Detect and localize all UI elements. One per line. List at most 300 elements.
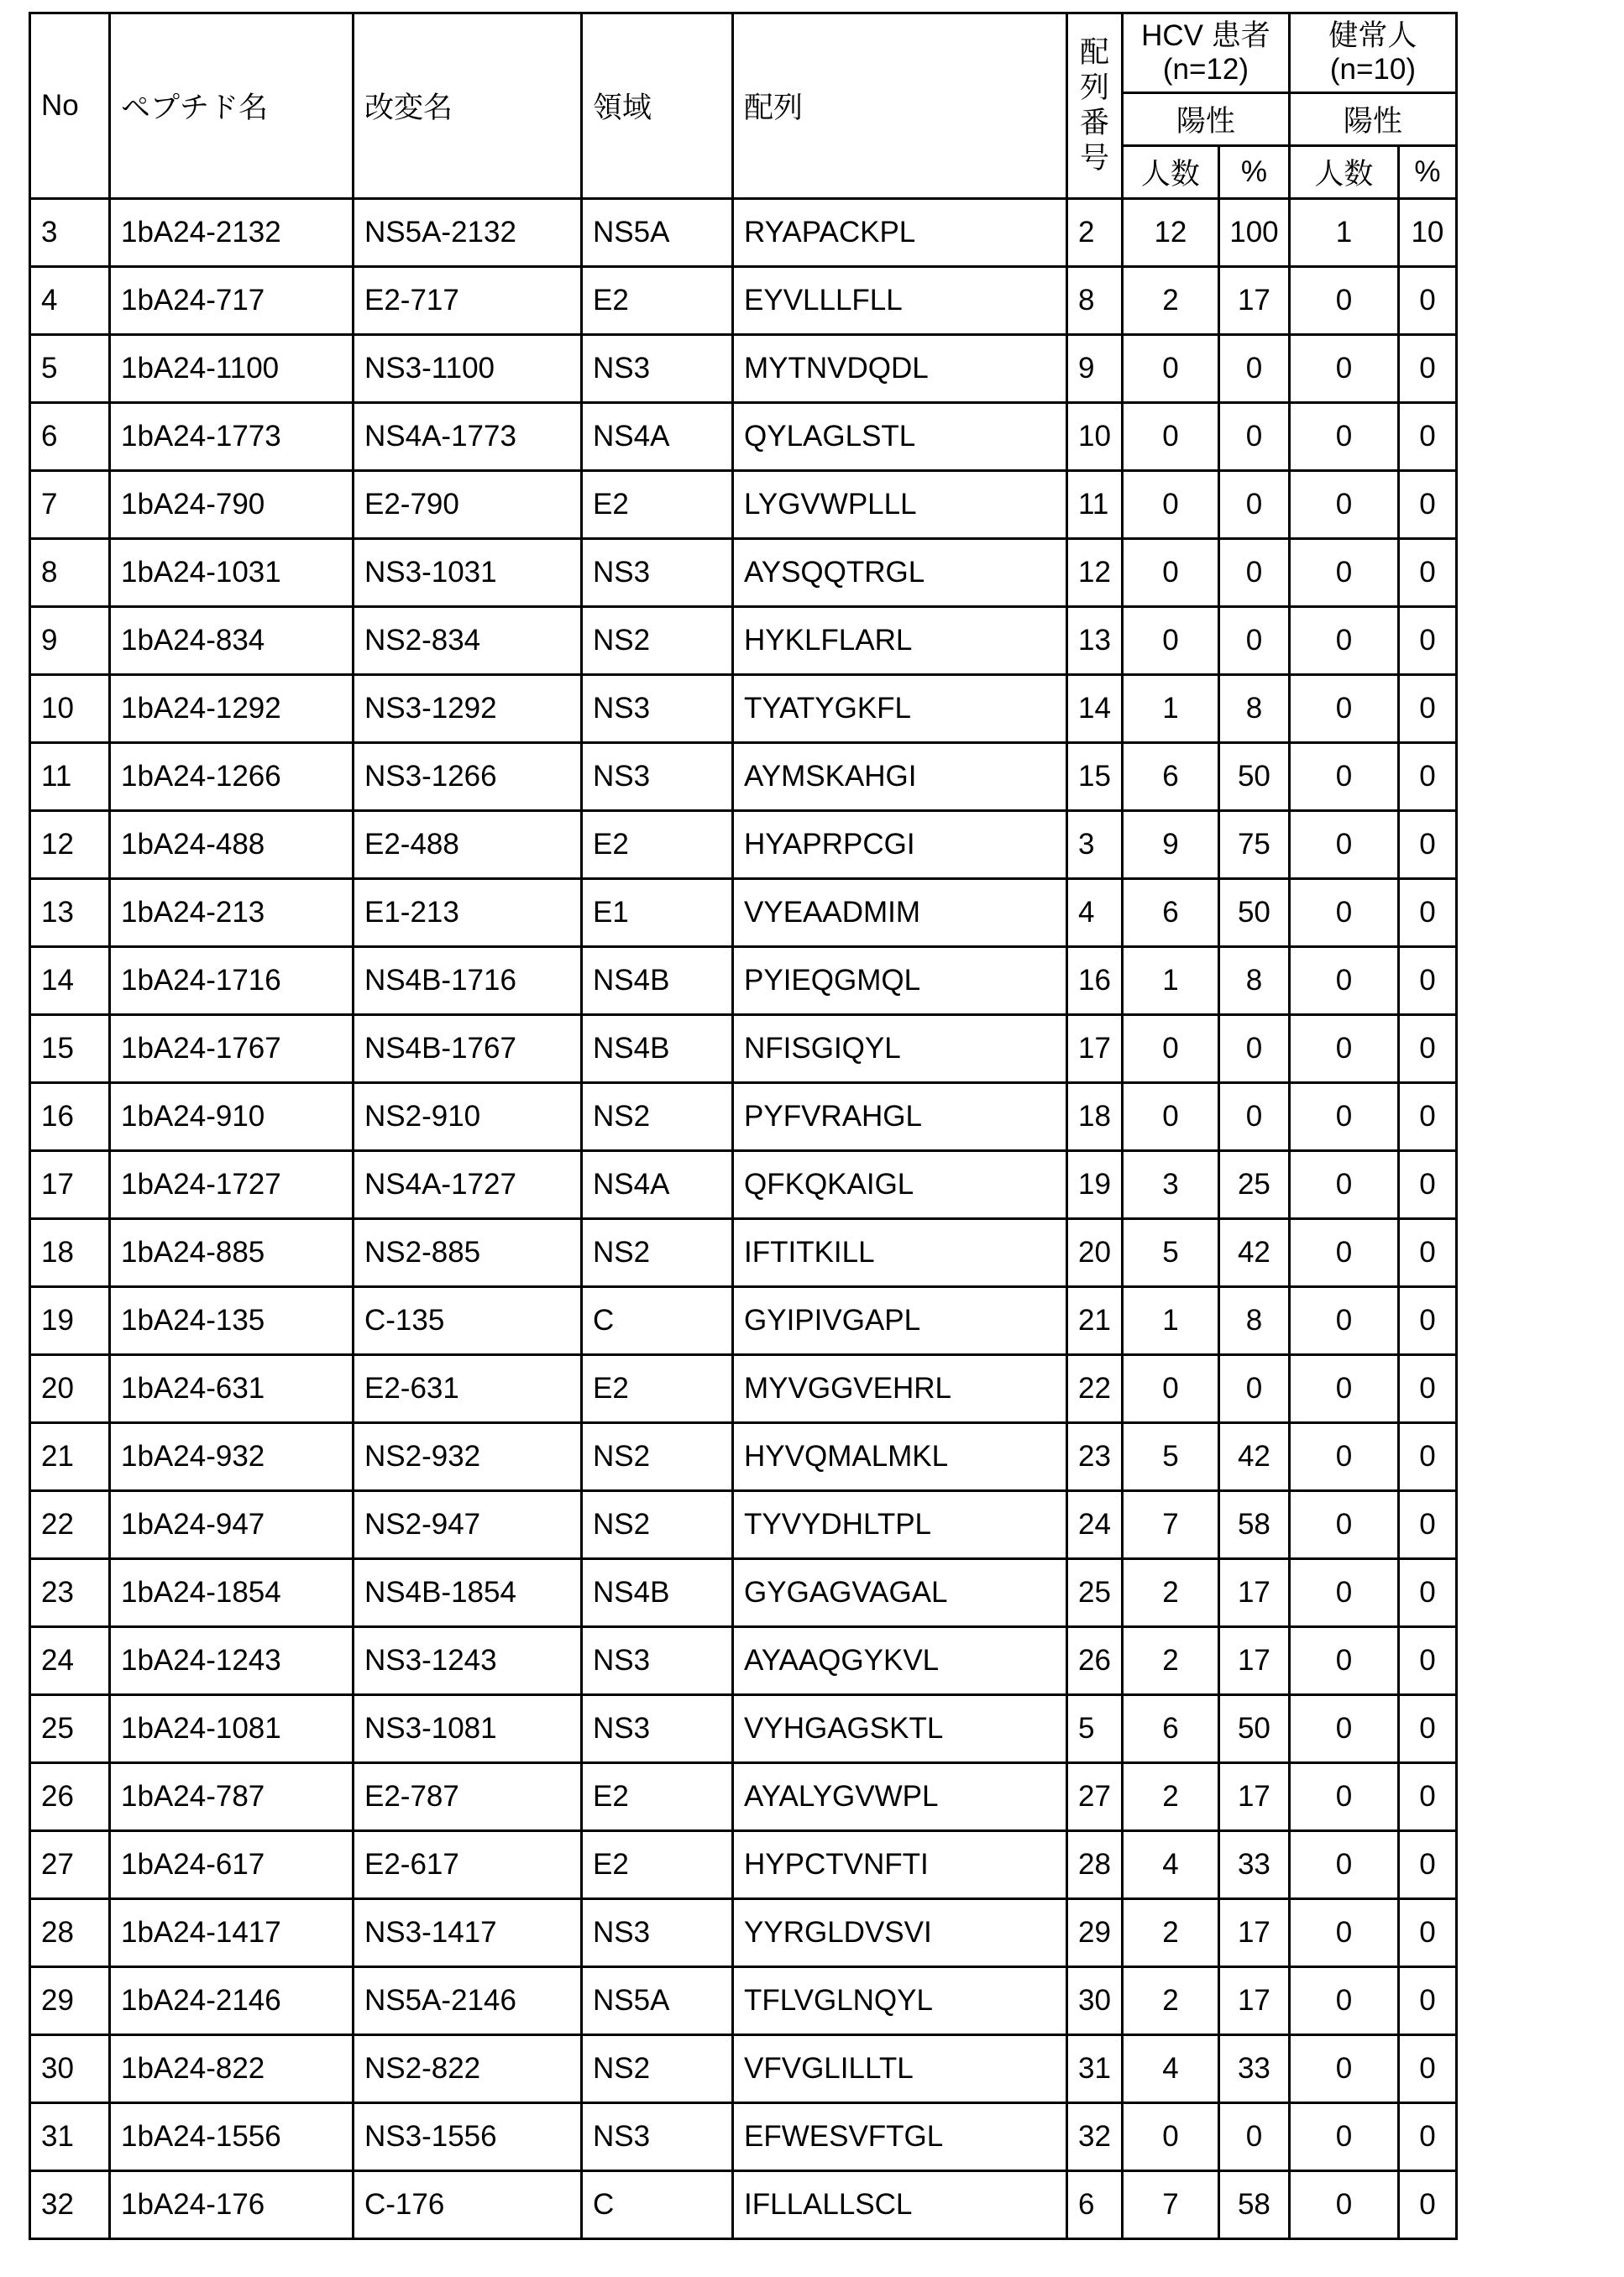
cell-sequence: QYLAGLSTL bbox=[733, 403, 1067, 471]
cell-sequence-id: 13 bbox=[1067, 607, 1123, 675]
cell-region: E1 bbox=[582, 879, 733, 947]
cell-no: 30 bbox=[30, 2035, 110, 2103]
header-sequence: 配列 bbox=[733, 13, 1067, 199]
cell-healthy-percent: 0 bbox=[1398, 267, 1456, 335]
cell-hcv-count: 2 bbox=[1122, 267, 1218, 335]
table-row bbox=[30, 2171, 1457, 2239]
cell-sequence: LYGVWPLLL bbox=[733, 471, 1067, 539]
cell-peptide-name: 1bA24-717 bbox=[110, 267, 354, 335]
cell-healthy-percent: 0 bbox=[1398, 1627, 1456, 1695]
cell-hcv-count: 0 bbox=[1122, 471, 1218, 539]
cell-healthy-count: 1 bbox=[1289, 199, 1398, 267]
cell-peptide-name: 1bA24-631 bbox=[110, 1355, 354, 1423]
cell-hcv-count: 0 bbox=[1122, 2103, 1218, 2171]
cell-modified-name: NS3-1417 bbox=[354, 1899, 582, 1967]
cell-no: 3 bbox=[30, 199, 110, 267]
table-row bbox=[30, 1695, 1457, 1763]
table-row bbox=[30, 403, 1457, 471]
cell-modified-name: NS5A-2132 bbox=[354, 199, 582, 267]
cell-modified-name: NS3-1081 bbox=[354, 1695, 582, 1763]
cell-peptide-name: 1bA24-947 bbox=[110, 1491, 354, 1559]
cell-hcv-count: 6 bbox=[1122, 743, 1218, 811]
cell-no: 4 bbox=[30, 267, 110, 335]
cell-sequence-id: 21 bbox=[1067, 1287, 1123, 1355]
cell-sequence: TFLVGLNQYL bbox=[733, 1967, 1067, 2035]
cell-hcv-percent: 58 bbox=[1218, 2171, 1289, 2239]
cell-modified-name: NS3-1266 bbox=[354, 743, 582, 811]
cell-sequence-id: 10 bbox=[1067, 403, 1123, 471]
cell-no: 15 bbox=[30, 1015, 110, 1083]
cell-hcv-percent: 25 bbox=[1218, 1151, 1289, 1219]
table-row bbox=[30, 1015, 1457, 1083]
cell-region: NS2 bbox=[582, 1491, 733, 1559]
cell-modified-name: NS2-947 bbox=[354, 1491, 582, 1559]
cell-sequence: VYEAADMIM bbox=[733, 879, 1067, 947]
cell-healthy-count: 0 bbox=[1289, 1899, 1398, 1967]
table-row bbox=[30, 1423, 1457, 1491]
cell-sequence: AYSQQTRGL bbox=[733, 539, 1067, 607]
cell-region: NS4A bbox=[582, 403, 733, 471]
cell-hcv-count: 0 bbox=[1122, 1015, 1218, 1083]
table-row bbox=[30, 607, 1457, 675]
cell-hcv-count: 7 bbox=[1122, 2171, 1218, 2239]
cell-healthy-percent: 0 bbox=[1398, 1219, 1456, 1287]
cell-region: NS3 bbox=[582, 2103, 733, 2171]
table-row bbox=[30, 1083, 1457, 1151]
cell-hcv-percent: 0 bbox=[1218, 1083, 1289, 1151]
cell-healthy-count: 0 bbox=[1289, 1627, 1398, 1695]
cell-sequence-id: 15 bbox=[1067, 743, 1123, 811]
header-hcv-patients bbox=[1122, 13, 1289, 93]
cell-healthy-percent: 0 bbox=[1398, 1831, 1456, 1899]
cell-region: NS3 bbox=[582, 335, 733, 403]
cell-region: NS4B bbox=[582, 947, 733, 1015]
cell-healthy-percent: 0 bbox=[1398, 1015, 1456, 1083]
cell-region: NS3 bbox=[582, 1899, 733, 1967]
cell-no: 29 bbox=[30, 1967, 110, 2035]
cell-sequence-id: 8 bbox=[1067, 267, 1123, 335]
header-healthy-count: 人数 bbox=[1289, 146, 1398, 199]
cell-healthy-count: 0 bbox=[1289, 1559, 1398, 1627]
cell-peptide-name: 1bA24-1727 bbox=[110, 1151, 354, 1219]
cell-healthy-percent: 0 bbox=[1398, 879, 1456, 947]
cell-no: 20 bbox=[30, 1355, 110, 1423]
table-row bbox=[30, 2103, 1457, 2171]
cell-hcv-count: 0 bbox=[1122, 1083, 1218, 1151]
cell-peptide-name: 1bA24-1243 bbox=[110, 1627, 354, 1695]
cell-hcv-count: 4 bbox=[1122, 2035, 1218, 2103]
cell-sequence: MYVGGVEHRL bbox=[733, 1355, 1067, 1423]
cell-hcv-count: 5 bbox=[1122, 1423, 1218, 1491]
cell-sequence: GYIPIVGAPL bbox=[733, 1287, 1067, 1355]
cell-healthy-count: 0 bbox=[1289, 1287, 1398, 1355]
cell-sequence-id: 19 bbox=[1067, 1151, 1123, 1219]
header-healthy-positive: 陽性 bbox=[1289, 93, 1456, 146]
cell-healthy-count: 0 bbox=[1289, 1083, 1398, 1151]
cell-healthy-percent: 0 bbox=[1398, 471, 1456, 539]
cell-peptide-name: 1bA24-822 bbox=[110, 2035, 354, 2103]
table-row bbox=[30, 1559, 1457, 1627]
cell-region: NS4A bbox=[582, 1151, 733, 1219]
cell-no: 8 bbox=[30, 539, 110, 607]
cell-region: C bbox=[582, 1287, 733, 1355]
header-sequence-id bbox=[1067, 13, 1123, 199]
cell-modified-name: E2-790 bbox=[354, 471, 582, 539]
cell-hcv-count: 5 bbox=[1122, 1219, 1218, 1287]
cell-healthy-count: 0 bbox=[1289, 539, 1398, 607]
cell-peptide-name: 1bA24-1854 bbox=[110, 1559, 354, 1627]
cell-sequence: YYRGLDVSVI bbox=[733, 1899, 1067, 1967]
table-row bbox=[30, 1967, 1457, 2035]
cell-healthy-count: 0 bbox=[1289, 607, 1398, 675]
cell-modified-name: NS5A-2146 bbox=[354, 1967, 582, 2035]
cell-sequence: AYALYGVWPL bbox=[733, 1763, 1067, 1831]
cell-sequence-id: 11 bbox=[1067, 471, 1123, 539]
cell-sequence: HYAPRPCGI bbox=[733, 811, 1067, 879]
cell-region: NS3 bbox=[582, 1627, 733, 1695]
cell-no: 26 bbox=[30, 1763, 110, 1831]
header-sequence-id-line2: 列 bbox=[1080, 71, 1109, 104]
cell-region: NS2 bbox=[582, 1083, 733, 1151]
cell-healthy-percent: 0 bbox=[1398, 403, 1456, 471]
cell-hcv-count: 2 bbox=[1122, 1627, 1218, 1695]
cell-sequence-id: 28 bbox=[1067, 1831, 1123, 1899]
cell-no: 14 bbox=[30, 947, 110, 1015]
header-peptide-name: ペプチド名 bbox=[110, 13, 354, 199]
cell-hcv-count: 0 bbox=[1122, 403, 1218, 471]
cell-region: NS3 bbox=[582, 675, 733, 743]
table-row bbox=[30, 1763, 1457, 1831]
cell-region: NS4B bbox=[582, 1559, 733, 1627]
cell-hcv-percent: 0 bbox=[1218, 1015, 1289, 1083]
cell-no: 9 bbox=[30, 607, 110, 675]
cell-region: E2 bbox=[582, 471, 733, 539]
cell-hcv-percent: 0 bbox=[1218, 471, 1289, 539]
cell-no: 7 bbox=[30, 471, 110, 539]
cell-healthy-count: 0 bbox=[1289, 267, 1398, 335]
cell-hcv-percent: 17 bbox=[1218, 1967, 1289, 2035]
cell-hcv-percent: 17 bbox=[1218, 1899, 1289, 1967]
cell-peptide-name: 1bA24-1266 bbox=[110, 743, 354, 811]
cell-hcv-percent: 8 bbox=[1218, 1287, 1289, 1355]
cell-healthy-count: 0 bbox=[1289, 1219, 1398, 1287]
cell-region: NS3 bbox=[582, 743, 733, 811]
cell-healthy-count: 0 bbox=[1289, 1967, 1398, 2035]
cell-sequence-id: 3 bbox=[1067, 811, 1123, 879]
cell-hcv-percent: 0 bbox=[1218, 335, 1289, 403]
cell-healthy-count: 0 bbox=[1289, 743, 1398, 811]
cell-modified-name: NS3-1556 bbox=[354, 2103, 582, 2171]
cell-hcv-percent: 17 bbox=[1218, 267, 1289, 335]
cell-sequence-id: 16 bbox=[1067, 947, 1123, 1015]
header-sequence-id-line1: 配 bbox=[1080, 36, 1109, 69]
cell-sequence: AYMSKAHGI bbox=[733, 743, 1067, 811]
cell-sequence-id: 14 bbox=[1067, 675, 1123, 743]
cell-peptide-name: 1bA24-488 bbox=[110, 811, 354, 879]
cell-peptide-name: 1bA24-2146 bbox=[110, 1967, 354, 2035]
cell-hcv-count: 0 bbox=[1122, 539, 1218, 607]
cell-sequence: HYPCTVNFTI bbox=[733, 1831, 1067, 1899]
header-hcv-n: (n=12) bbox=[1163, 53, 1249, 86]
cell-hcv-count: 0 bbox=[1122, 335, 1218, 403]
cell-sequence: HYVQMALMKL bbox=[733, 1423, 1067, 1491]
cell-region: NS2 bbox=[582, 2035, 733, 2103]
cell-sequence: NFISGIQYL bbox=[733, 1015, 1067, 1083]
cell-healthy-count: 0 bbox=[1289, 1831, 1398, 1899]
cell-hcv-percent: 42 bbox=[1218, 1423, 1289, 1491]
cell-peptide-name: 1bA24-1031 bbox=[110, 539, 354, 607]
cell-sequence: IFLLALLSCL bbox=[733, 2171, 1067, 2239]
cell-modified-name: NS2-932 bbox=[354, 1423, 582, 1491]
cell-no: 17 bbox=[30, 1151, 110, 1219]
table-row bbox=[30, 539, 1457, 607]
table-row bbox=[30, 743, 1457, 811]
cell-no: 28 bbox=[30, 1899, 110, 1967]
cell-healthy-percent: 0 bbox=[1398, 1083, 1456, 1151]
cell-region: NS5A bbox=[582, 199, 733, 267]
cell-region: NS2 bbox=[582, 607, 733, 675]
cell-hcv-percent: 0 bbox=[1218, 607, 1289, 675]
table-row bbox=[30, 1287, 1457, 1355]
cell-hcv-percent: 0 bbox=[1218, 1355, 1289, 1423]
cell-hcv-count: 1 bbox=[1122, 1287, 1218, 1355]
cell-peptide-name: 1bA24-1556 bbox=[110, 2103, 354, 2171]
cell-no: 18 bbox=[30, 1219, 110, 1287]
cell-healthy-count: 0 bbox=[1289, 335, 1398, 403]
cell-sequence-id: 4 bbox=[1067, 879, 1123, 947]
cell-sequence: TYATYGKFL bbox=[733, 675, 1067, 743]
cell-healthy-percent: 0 bbox=[1398, 675, 1456, 743]
cell-healthy-percent: 0 bbox=[1398, 1695, 1456, 1763]
cell-peptide-name: 1bA24-1767 bbox=[110, 1015, 354, 1083]
cell-hcv-percent: 50 bbox=[1218, 879, 1289, 947]
table-row bbox=[30, 675, 1457, 743]
cell-modified-name: E2-787 bbox=[354, 1763, 582, 1831]
cell-peptide-name: 1bA24-790 bbox=[110, 471, 354, 539]
table-row bbox=[30, 1899, 1457, 1967]
header-healthy-percent: % bbox=[1398, 146, 1456, 199]
cell-sequence: EFWESVFTGL bbox=[733, 2103, 1067, 2171]
header-hcv-title: HCV 患者 bbox=[1141, 19, 1270, 52]
cell-healthy-count: 0 bbox=[1289, 1763, 1398, 1831]
cell-sequence-id: 2 bbox=[1067, 199, 1123, 267]
cell-sequence: RYAPACKPL bbox=[733, 199, 1067, 267]
cell-sequence-id: 32 bbox=[1067, 2103, 1123, 2171]
cell-healthy-count: 0 bbox=[1289, 2103, 1398, 2171]
cell-modified-name: NS4A-1727 bbox=[354, 1151, 582, 1219]
cell-sequence-id: 9 bbox=[1067, 335, 1123, 403]
cell-modified-name: NS2-910 bbox=[354, 1083, 582, 1151]
cell-hcv-count: 3 bbox=[1122, 1151, 1218, 1219]
cell-sequence: MYTNVDQDL bbox=[733, 335, 1067, 403]
cell-region: E2 bbox=[582, 1763, 733, 1831]
cell-peptide-name: 1bA24-2132 bbox=[110, 199, 354, 267]
cell-no: 19 bbox=[30, 1287, 110, 1355]
cell-no: 5 bbox=[30, 335, 110, 403]
cell-modified-name: E2-717 bbox=[354, 267, 582, 335]
header-sequence-id-line3: 番 bbox=[1080, 107, 1109, 139]
cell-healthy-percent: 0 bbox=[1398, 1423, 1456, 1491]
cell-healthy-percent: 10 bbox=[1398, 199, 1456, 267]
cell-hcv-count: 2 bbox=[1122, 1967, 1218, 2035]
cell-sequence: PYIEQGMQL bbox=[733, 947, 1067, 1015]
cell-no: 16 bbox=[30, 1083, 110, 1151]
cell-region: E2 bbox=[582, 811, 733, 879]
header-hcv-percent: % bbox=[1218, 146, 1289, 199]
cell-healthy-percent: 0 bbox=[1398, 1559, 1456, 1627]
cell-peptide-name: 1bA24-1292 bbox=[110, 675, 354, 743]
cell-hcv-percent: 50 bbox=[1218, 743, 1289, 811]
cell-hcv-percent: 33 bbox=[1218, 1831, 1289, 1899]
cell-healthy-percent: 0 bbox=[1398, 1355, 1456, 1423]
cell-hcv-count: 6 bbox=[1122, 879, 1218, 947]
cell-region: C bbox=[582, 2171, 733, 2239]
cell-healthy-percent: 0 bbox=[1398, 2171, 1456, 2239]
cell-sequence-id: 31 bbox=[1067, 2035, 1123, 2103]
cell-peptide-name: 1bA24-932 bbox=[110, 1423, 354, 1491]
header-healthy-n: (n=10) bbox=[1330, 53, 1416, 86]
cell-hcv-percent: 50 bbox=[1218, 1695, 1289, 1763]
cell-modified-name: NS2-885 bbox=[354, 1219, 582, 1287]
table-row bbox=[30, 1627, 1457, 1695]
cell-healthy-percent: 0 bbox=[1398, 1151, 1456, 1219]
cell-hcv-percent: 100 bbox=[1218, 199, 1289, 267]
cell-no: 31 bbox=[30, 2103, 110, 2171]
cell-peptide-name: 1bA24-135 bbox=[110, 1287, 354, 1355]
cell-healthy-count: 0 bbox=[1289, 1695, 1398, 1763]
cell-peptide-name: 1bA24-1417 bbox=[110, 1899, 354, 1967]
cell-hcv-percent: 33 bbox=[1218, 2035, 1289, 2103]
cell-modified-name: E2-488 bbox=[354, 811, 582, 879]
cell-healthy-percent: 0 bbox=[1398, 947, 1456, 1015]
cell-healthy-percent: 0 bbox=[1398, 2103, 1456, 2171]
cell-modified-name: C-135 bbox=[354, 1287, 582, 1355]
cell-hcv-percent: 42 bbox=[1218, 1219, 1289, 1287]
cell-hcv-count: 0 bbox=[1122, 1355, 1218, 1423]
cell-modified-name: NS3-1243 bbox=[354, 1627, 582, 1695]
cell-modified-name: NS2-822 bbox=[354, 2035, 582, 2103]
cell-healthy-count: 0 bbox=[1289, 2171, 1398, 2239]
cell-sequence-id: 29 bbox=[1067, 1899, 1123, 1967]
cell-no: 23 bbox=[30, 1559, 110, 1627]
cell-modified-name: C-176 bbox=[354, 2171, 582, 2239]
cell-healthy-count: 0 bbox=[1289, 1015, 1398, 1083]
cell-hcv-count: 7 bbox=[1122, 1491, 1218, 1559]
cell-healthy-count: 0 bbox=[1289, 1355, 1398, 1423]
table-row bbox=[30, 1151, 1457, 1219]
cell-peptide-name: 1bA24-834 bbox=[110, 607, 354, 675]
cell-healthy-count: 0 bbox=[1289, 947, 1398, 1015]
table-row bbox=[30, 811, 1457, 879]
cell-healthy-count: 0 bbox=[1289, 2035, 1398, 2103]
cell-healthy-percent: 0 bbox=[1398, 335, 1456, 403]
cell-no: 32 bbox=[30, 2171, 110, 2239]
table-row bbox=[30, 335, 1457, 403]
cell-healthy-percent: 0 bbox=[1398, 743, 1456, 811]
cell-no: 12 bbox=[30, 811, 110, 879]
cell-region: NS5A bbox=[582, 1967, 733, 2035]
cell-hcv-percent: 17 bbox=[1218, 1559, 1289, 1627]
cell-sequence-id: 25 bbox=[1067, 1559, 1123, 1627]
header-healthy-title: 健常人 bbox=[1328, 19, 1417, 52]
cell-hcv-percent: 0 bbox=[1218, 403, 1289, 471]
cell-healthy-percent: 0 bbox=[1398, 1899, 1456, 1967]
table-row bbox=[30, 471, 1457, 539]
cell-peptide-name: 1bA24-1773 bbox=[110, 403, 354, 471]
header-hcv-positive: 陽性 bbox=[1122, 93, 1289, 146]
cell-sequence: PYFVRAHGL bbox=[733, 1083, 1067, 1151]
cell-sequence: HYKLFLARL bbox=[733, 607, 1067, 675]
cell-hcv-count: 2 bbox=[1122, 1559, 1218, 1627]
cell-healthy-count: 0 bbox=[1289, 879, 1398, 947]
cell-peptide-name: 1bA24-213 bbox=[110, 879, 354, 947]
cell-sequence-id: 26 bbox=[1067, 1627, 1123, 1695]
cell-region: NS4B bbox=[582, 1015, 733, 1083]
cell-healthy-count: 0 bbox=[1289, 1423, 1398, 1491]
cell-hcv-percent: 75 bbox=[1218, 811, 1289, 879]
cell-peptide-name: 1bA24-1100 bbox=[110, 335, 354, 403]
cell-hcv-percent: 8 bbox=[1218, 947, 1289, 1015]
cell-sequence: VYHGAGSKTL bbox=[733, 1695, 1067, 1763]
cell-healthy-percent: 0 bbox=[1398, 2035, 1456, 2103]
cell-region: E2 bbox=[582, 1831, 733, 1899]
cell-healthy-percent: 0 bbox=[1398, 1967, 1456, 2035]
table-row bbox=[30, 879, 1457, 947]
cell-hcv-count: 6 bbox=[1122, 1695, 1218, 1763]
cell-sequence-id: 20 bbox=[1067, 1219, 1123, 1287]
cell-modified-name: E2-617 bbox=[354, 1831, 582, 1899]
cell-no: 27 bbox=[30, 1831, 110, 1899]
cell-no: 25 bbox=[30, 1695, 110, 1763]
cell-modified-name: NS4B-1767 bbox=[354, 1015, 582, 1083]
cell-modified-name: NS3-1031 bbox=[354, 539, 582, 607]
cell-hcv-percent: 58 bbox=[1218, 1491, 1289, 1559]
cell-peptide-name: 1bA24-1081 bbox=[110, 1695, 354, 1763]
cell-hcv-count: 0 bbox=[1122, 607, 1218, 675]
cell-sequence-id: 17 bbox=[1067, 1015, 1123, 1083]
cell-healthy-percent: 0 bbox=[1398, 1287, 1456, 1355]
cell-hcv-percent: 17 bbox=[1218, 1763, 1289, 1831]
cell-modified-name: E1-213 bbox=[354, 879, 582, 947]
cell-modified-name: NS4A-1773 bbox=[354, 403, 582, 471]
cell-modified-name: NS3-1292 bbox=[354, 675, 582, 743]
cell-hcv-percent: 17 bbox=[1218, 1627, 1289, 1695]
cell-sequence-id: 6 bbox=[1067, 2171, 1123, 2239]
cell-modified-name: NS2-834 bbox=[354, 607, 582, 675]
table-header bbox=[30, 13, 1457, 199]
cell-peptide-name: 1bA24-176 bbox=[110, 2171, 354, 2239]
table-row bbox=[30, 1355, 1457, 1423]
cell-healthy-count: 0 bbox=[1289, 1491, 1398, 1559]
cell-sequence-id: 23 bbox=[1067, 1423, 1123, 1491]
cell-sequence: GYGAGVAGAL bbox=[733, 1559, 1067, 1627]
cell-modified-name: NS4B-1716 bbox=[354, 947, 582, 1015]
table-row bbox=[30, 1831, 1457, 1899]
header-sequence-id-line4: 号 bbox=[1080, 142, 1109, 175]
cell-hcv-count: 2 bbox=[1122, 1763, 1218, 1831]
cell-region: NS3 bbox=[582, 1695, 733, 1763]
cell-sequence-id: 12 bbox=[1067, 539, 1123, 607]
cell-no: 22 bbox=[30, 1491, 110, 1559]
cell-sequence-id: 22 bbox=[1067, 1355, 1123, 1423]
cell-peptide-name: 1bA24-617 bbox=[110, 1831, 354, 1899]
cell-peptide-name: 1bA24-910 bbox=[110, 1083, 354, 1151]
cell-healthy-count: 0 bbox=[1289, 675, 1398, 743]
header-healthy-subjects bbox=[1289, 13, 1456, 93]
table-row bbox=[30, 1491, 1457, 1559]
cell-hcv-count: 1 bbox=[1122, 947, 1218, 1015]
cell-hcv-count: 12 bbox=[1122, 199, 1218, 267]
